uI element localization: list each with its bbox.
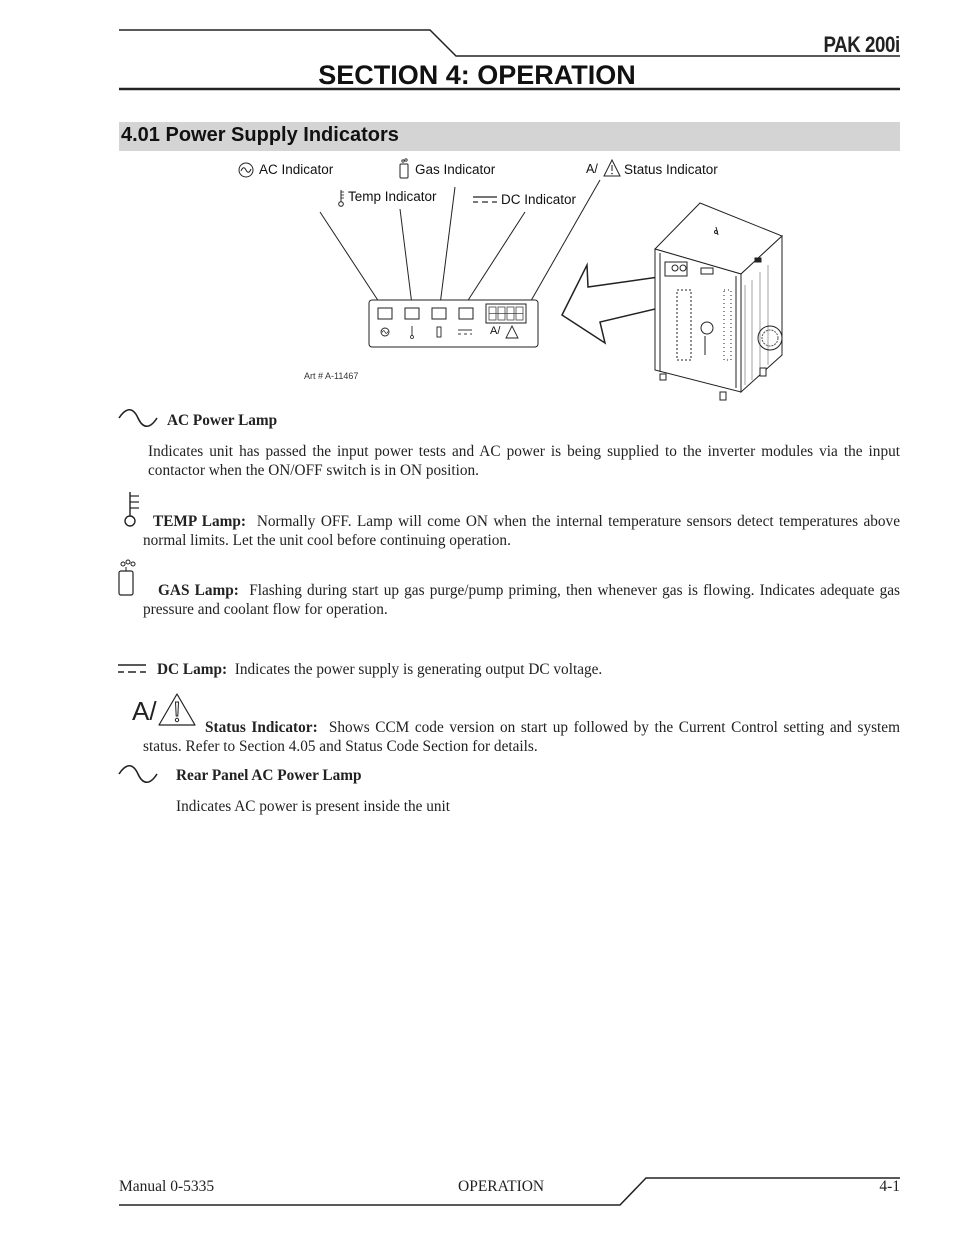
status-prefix-label: A/ xyxy=(586,162,598,176)
ac-sine-icon xyxy=(117,408,161,430)
footer-section: OPERATION xyxy=(458,1178,545,1195)
panel-lamp-gas xyxy=(432,308,446,319)
dc-lamp-heading: DC Lamp: xyxy=(157,661,228,678)
panel-lamp-temp xyxy=(405,308,419,319)
gas-lamp-paragraph xyxy=(143,581,900,619)
gas-cylinder-icon xyxy=(400,159,408,178)
dc-lamp-paragraph xyxy=(157,660,900,679)
section-heading: 4.01 Power Supply Indicators xyxy=(121,124,399,146)
temp-lamp-text: Normally OFF. Lamp will come ON when the internal temperature sensors detect temperatures above normal limits. Let the unit cool before continuing operation. xyxy=(143,513,900,549)
thermometer-icon xyxy=(339,190,344,206)
page-title: SECTION 4: OPERATION xyxy=(318,60,636,90)
dc-indicator-label: DC Indicator xyxy=(501,192,577,207)
control-panel xyxy=(369,300,538,347)
ac-power-lamp-heading: AC Power Lamp xyxy=(167,412,278,429)
panel-status-label: A/ xyxy=(490,325,501,337)
status-icon-text: A/ xyxy=(132,696,157,726)
rear-ac-lamp-text: Indicates AC power is present inside the unit xyxy=(176,798,451,815)
ac-sine-icon xyxy=(239,163,253,177)
thermometer-icon xyxy=(120,490,144,530)
status-indicator-text: Shows CCM code version on start up followed by the Current Control setting and system status. Refer to Section 4.05 and Status Code Section for details. xyxy=(143,719,900,755)
indicator-figure xyxy=(0,0,954,420)
gas-cylinder-icon xyxy=(116,557,140,599)
gas-lamp-heading: GAS Lamp: xyxy=(158,582,239,599)
dc-lamp-text: Indicates the power supply is generating output DC voltage. xyxy=(234,661,603,678)
gas-indicator-label: Gas Indicator xyxy=(415,162,496,177)
dc-icon xyxy=(473,197,497,202)
footer-manual: Manual 0-5335 xyxy=(119,1178,215,1195)
footer-page-number: 4-1 xyxy=(879,1178,900,1195)
temp-lamp-heading: TEMP Lamp: xyxy=(153,513,246,530)
brand-title: PAK 200i xyxy=(823,32,900,57)
temp-lamp-paragraph xyxy=(143,512,900,550)
ac-sine-icon xyxy=(117,764,161,786)
panel-lamp-dc xyxy=(459,308,473,319)
status-indicator-label: Status Indicator xyxy=(624,162,718,177)
rear-ac-lamp-heading: Rear Panel AC Power Lamp xyxy=(176,767,362,784)
temp-indicator-label: Temp Indicator xyxy=(348,189,437,204)
figure-drawing xyxy=(0,0,954,420)
gas-lamp-text: Flashing during start up gas purge/pump priming, then whenever gas is flowing. Indicates adequate gas pressure and coolant flow for operation. xyxy=(143,582,900,618)
panel-lamp-ac xyxy=(378,308,392,319)
power-supply-unit xyxy=(655,203,782,400)
art-number: Art # A-11467 xyxy=(304,371,359,381)
warning-triangle-icon xyxy=(604,160,620,176)
status-indicator-heading: Status Indicator: xyxy=(205,719,318,736)
dc-icon xyxy=(117,662,149,676)
status-indicator-paragraph xyxy=(143,718,900,756)
ac-power-lamp-text: Indicates unit has passed the input power tests and AC power is being supplied to the inverter modules via the input contactor when the ON/OFF switch is in ON position. xyxy=(148,443,900,479)
ac-indicator-label: AC Indicator xyxy=(259,162,334,177)
